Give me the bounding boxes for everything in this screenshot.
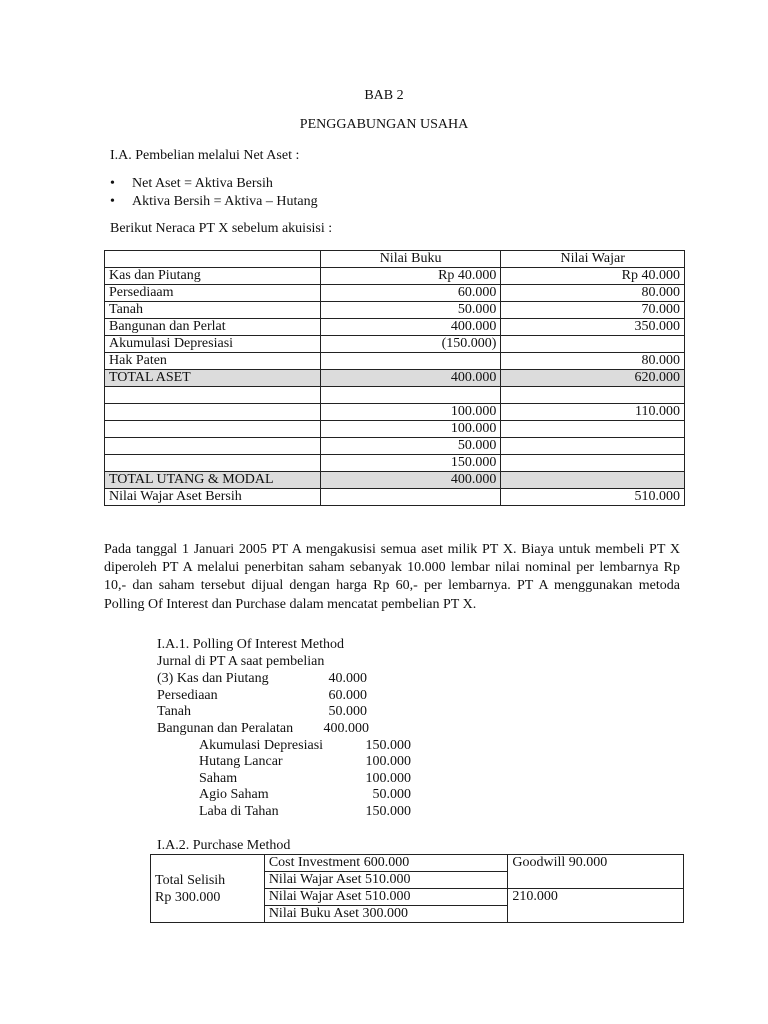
table-row [105,455,685,472]
book-value: 400.000 [320,370,501,387]
credit-account: Agio Saham [199,787,269,802]
table-row [105,489,685,506]
bullet-text: Net Aset = Aktiva Bersih [132,176,273,191]
row-label [105,455,321,472]
total-row [105,370,685,387]
page-title: PENGGABUNGAN USAHA [299,117,469,132]
bullet-icon: • [110,176,115,191]
book-value: 60.000 [320,285,501,302]
table-row [105,302,685,319]
book-value: 400.000 [320,472,501,489]
table-row [105,438,685,455]
table-header-row [105,251,685,268]
purchase-row-label: Nilai Wajar Aset 510.000 [264,872,508,889]
debit-amount: 50.000 [328,704,367,719]
row-label: Nilai Wajar Aset Bersih [105,489,321,506]
table-header-cell: Nilai Wajar [501,251,685,268]
row-label [105,421,321,438]
table-row [105,387,685,404]
goodwill-cell: Goodwill 90.000 [508,855,684,889]
row-label: Persediaam [105,285,321,302]
row-label: Kas dan Piutang [105,268,321,285]
credit-amount: 100.000 [365,754,411,769]
credit-amount: 100.000 [365,771,411,786]
fair-value: 80.000 [501,353,685,370]
row-label: TOTAL ASET [105,370,321,387]
table-row [105,353,685,370]
total-selisih-value: Rp 300.000 [155,889,221,905]
fair-value [501,421,685,438]
book-value: 100.000 [320,421,501,438]
purchase-row-label: Cost Investment 600.000 [264,855,508,872]
debit-account: Tanah [157,704,192,719]
credit-amount: 150.000 [365,804,411,819]
row-label: Tanah [105,302,321,319]
book-value [320,387,501,404]
purchase-table [150,854,684,923]
chapter-label: BAB 2 [364,88,404,103]
purchase-heading: I.A.2. Purchase Method [157,838,291,853]
credit-account: Laba di Tahan [199,804,279,819]
credit-amount: 50.000 [372,787,411,802]
pooling-heading: I.A.1. Polling Of Interest Method [157,637,345,652]
debit-amount: 40.000 [328,671,367,686]
book-value: 100.000 [320,404,501,421]
table-header-cell: Nilai Buku [320,251,501,268]
section-heading: I.A. Pembelian melalui Net Aset : [110,148,300,163]
fair-value [501,438,685,455]
debit-amount: 60.000 [328,688,367,703]
purchase-row-label: Nilai Buku Aset 300.000 [264,906,508,923]
body-paragraph: Pada tanggal 1 Januari 2005 PT A mengakusisi semua aset milik PT X. Biaya untuk membeli PT X diperoleh PT A melalui penerbitan saham sebanyak 10.000 lembar nilai nominal per lembarnya Rp 10,- dan saham tersebut dijual dengan harga Rp 60,- per lembarnya. PT A menggunakan metoda Polling Of Interest dan Purchase dalam mencatat pembelian PT X. [104,542,680,612]
row-label [105,438,321,455]
credit-account: Hutang Lancar [199,754,283,769]
bullet-icon: • [110,194,115,209]
table-row [105,268,685,285]
book-value [320,489,501,506]
table-row [105,421,685,438]
pooling-subheading: Jurnal di PT A saat pembelian [157,654,325,669]
fair-value [501,336,685,353]
bullet-text: Aktiva Bersih = Aktiva – Hutang [132,194,318,209]
book-value [320,353,501,370]
row-label: TOTAL UTANG & MODAL [105,472,321,489]
fair-value: 80.000 [501,285,685,302]
row-label [105,387,321,404]
debit-account: Bangunan dan Peralatan [157,721,294,736]
intro-text: Berikut Neraca PT X sebelum akuisisi : [110,221,333,236]
balance-table [104,250,685,506]
fair-value: Rp 40.000 [501,268,685,285]
credit-account: Akumulasi Depresiasi [199,738,324,753]
purchase-row-label: Nilai Wajar Aset 510.000 [264,889,508,906]
book-value: 400.000 [320,319,501,336]
table-row [105,285,685,302]
total-selisih-label: Total Selisih [155,872,226,888]
debit-account: (3) Kas dan Piutang [157,671,269,686]
row-label: Akumulasi Depresiasi [105,336,321,353]
book-value: 150.000 [320,455,501,472]
table-row [105,404,685,421]
fair-value: 110.000 [501,404,685,421]
fair-value: 70.000 [501,302,685,319]
fair-value: 350.000 [501,319,685,336]
debit-amount: 400.000 [323,721,369,736]
fair-value [501,455,685,472]
total-row [105,472,685,489]
fair-value [501,387,685,404]
table-row [105,319,685,336]
fair-value: 620.000 [501,370,685,387]
table-header-cell [105,251,321,268]
difference-cell: 210.000 [508,889,684,923]
fair-value: 510.000 [501,489,685,506]
book-value: (150.000) [320,336,501,353]
debit-account: Persediaan [157,688,218,703]
credit-amount: 150.000 [365,738,411,753]
book-value: 50.000 [320,438,501,455]
book-value: Rp 40.000 [320,268,501,285]
table-row [105,336,685,353]
fair-value [501,472,685,489]
row-label: Hak Paten [105,353,321,370]
credit-account: Saham [199,771,238,786]
book-value: 50.000 [320,302,501,319]
table-row [151,855,684,872]
row-label [105,404,321,421]
total-selisih-cell [151,855,265,923]
row-label: Bangunan dan Perlat [105,319,321,336]
